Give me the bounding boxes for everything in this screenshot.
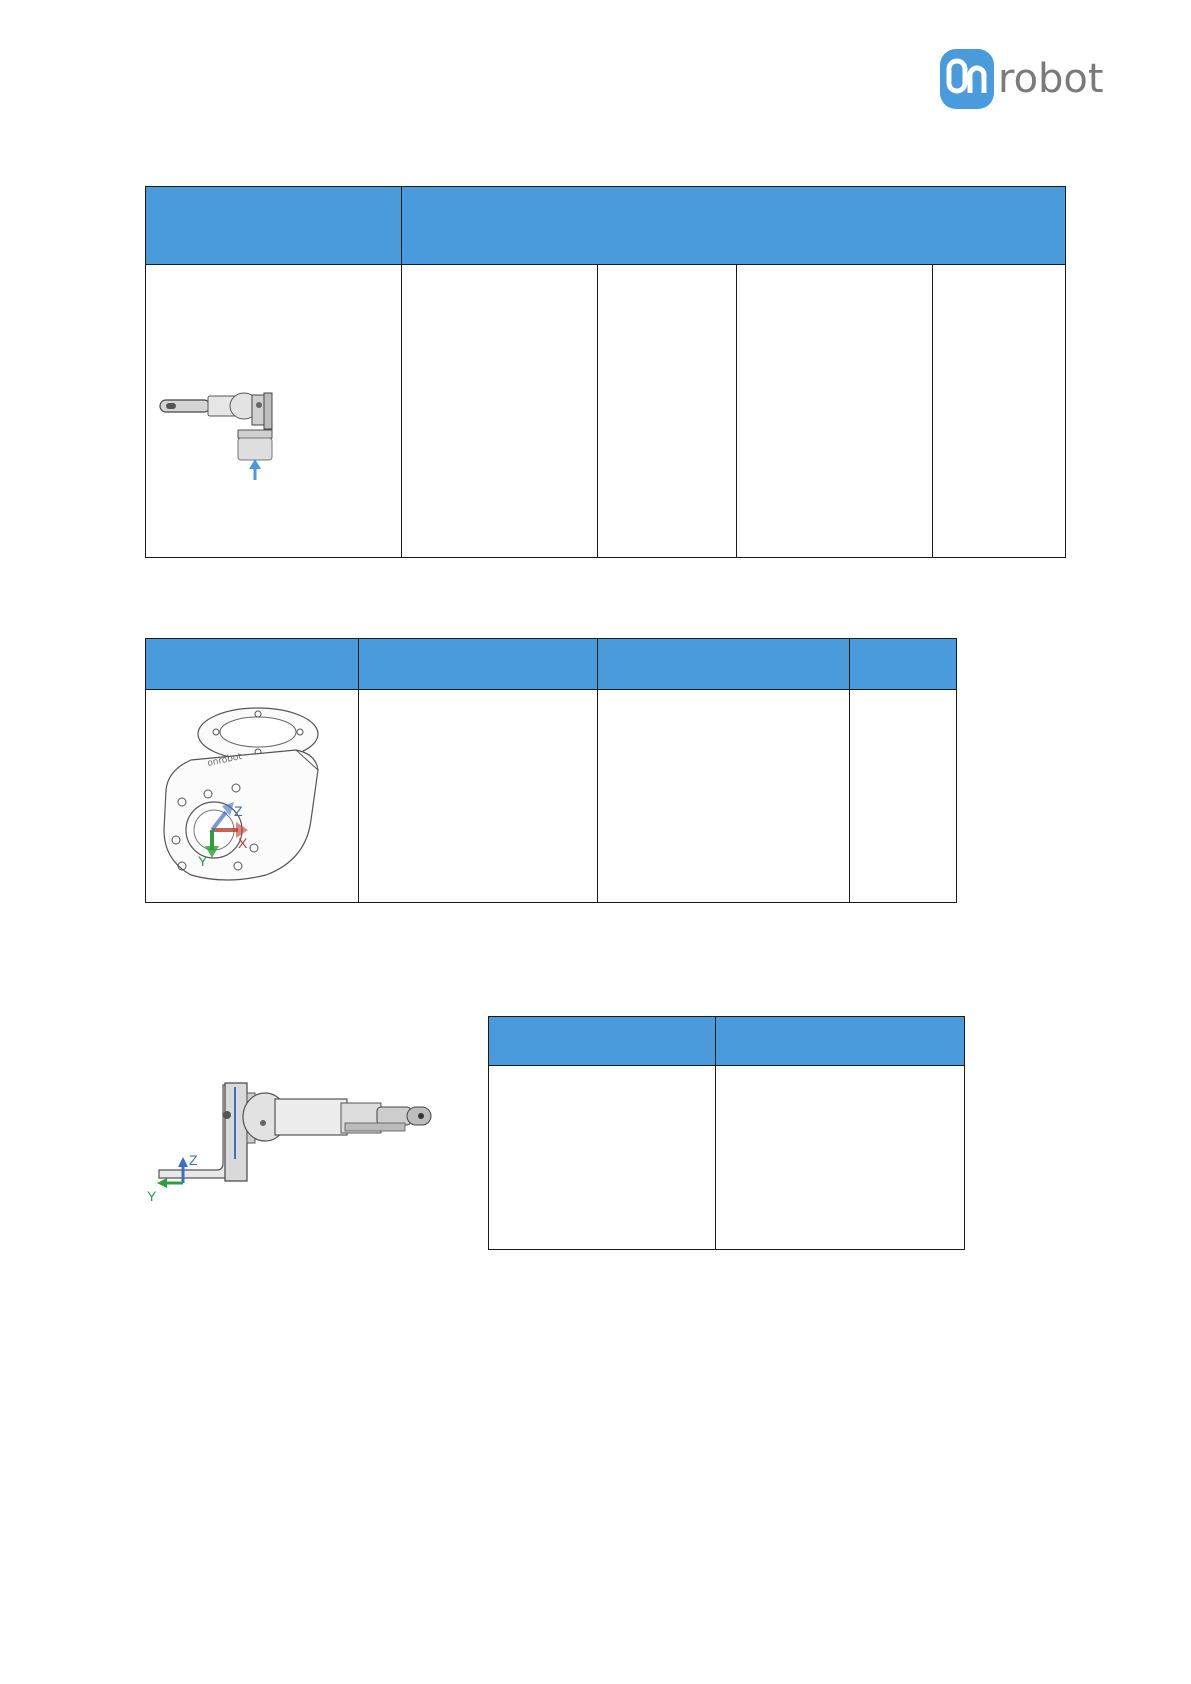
table-1-cell-4 xyxy=(933,265,1066,558)
table-3-header-2 xyxy=(716,1017,965,1066)
table-1-figure-cell xyxy=(146,265,402,558)
logo-mark xyxy=(940,49,994,109)
table-2-cell-3 xyxy=(850,690,957,903)
table-3 xyxy=(488,1016,965,1250)
axis-label-x: X xyxy=(238,835,248,851)
axis-label-z: Z xyxy=(234,803,243,819)
table-2-cell-2 xyxy=(598,690,850,903)
table-2-header-2 xyxy=(359,639,598,690)
table-1-cell-1 xyxy=(402,265,598,558)
fig3-axis-label-y: Y xyxy=(147,1188,157,1204)
fig3-axis-label-z: Z xyxy=(189,1152,198,1168)
onrobot-logo xyxy=(940,48,1104,110)
table-2-cell-1 xyxy=(359,690,598,903)
logo-text: robot xyxy=(998,56,1104,102)
table-1 xyxy=(145,186,1066,558)
table-3-cell-2 xyxy=(716,1066,965,1250)
table-1-cell-2 xyxy=(598,265,737,558)
table-2-header-4 xyxy=(850,639,957,690)
table-3-cell-1 xyxy=(489,1066,716,1250)
axis-label-y: Y xyxy=(198,853,208,869)
table-2 xyxy=(145,638,957,903)
table-1-header-2 xyxy=(402,187,1066,265)
table-3-header-1 xyxy=(489,1017,716,1066)
svg-text:onrobot: onrobot xyxy=(206,751,243,769)
table-2-header-1 xyxy=(146,639,359,690)
gripper-side-figure xyxy=(145,1075,435,1205)
table-2-header-3 xyxy=(598,639,850,690)
table-2-figure-cell xyxy=(146,690,359,903)
table-1-header-1 xyxy=(146,187,402,265)
table-1-cell-3 xyxy=(737,265,933,558)
gripper-load-figure xyxy=(146,265,401,557)
bracket-coordinate-figure xyxy=(146,690,358,902)
